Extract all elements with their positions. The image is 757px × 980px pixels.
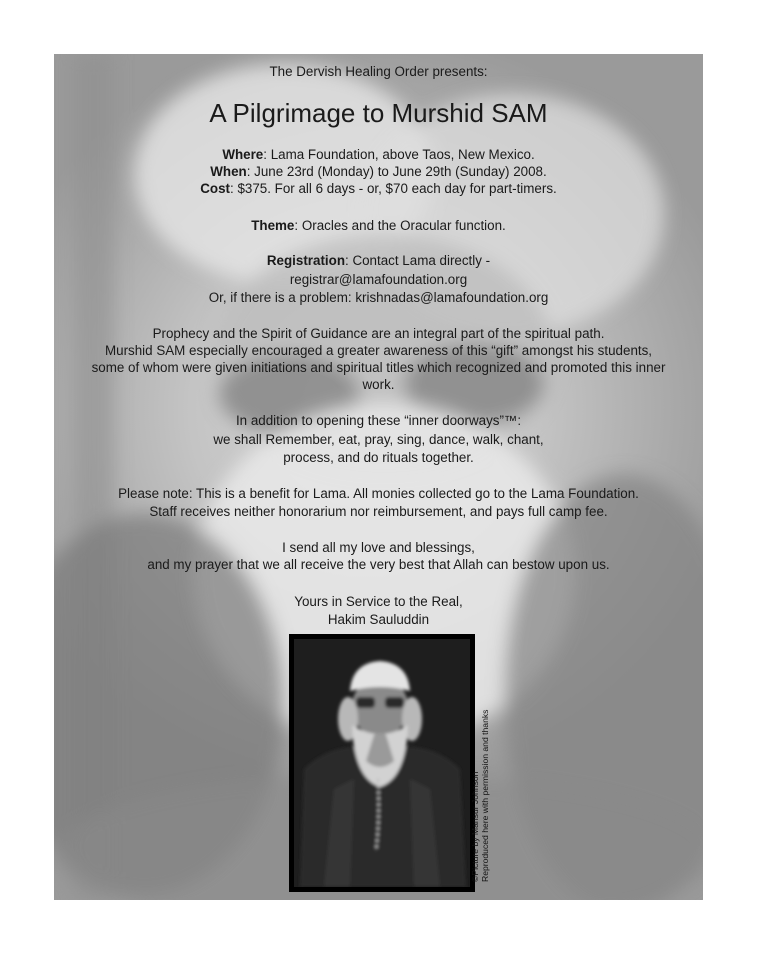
registration-line: [54, 252, 703, 269]
paragraph2-line: process, and do rituals together.: [283, 450, 474, 465]
theme-label: Theme: [251, 218, 295, 233]
page-title: A Pilgrimage to Murshid SAM: [209, 98, 548, 128]
when-line: [54, 163, 703, 180]
cost-value: : $375. For all 6 days - or, $70 each day for part-timers.: [230, 181, 557, 196]
problem-email-link[interactable]: krishnadas@lamafoundation.org: [355, 290, 549, 305]
photo-credit-line1: ©Picture by Mansur Johnson: [470, 771, 480, 882]
registrar-email-link[interactable]: registrar@lamafoundation.org: [289, 272, 468, 287]
paragraph4-line: and my prayer that we all receive the very best that Allah can bestow upon us.: [147, 557, 610, 572]
flyer-page: [54, 54, 703, 900]
where-line: [54, 146, 703, 163]
paragraph3-line: Please note: This is a benefit for Lama. All monies collected go to the Lama Foundation.: [118, 486, 639, 501]
paragraph1-line: work.: [362, 377, 395, 392]
signoff-closing: Yours in Service to the Real,: [294, 594, 463, 609]
photo-credit: [470, 710, 490, 882]
photo-credit-line2: Reproduced here with permission and thanks: [480, 709, 490, 882]
paragraph1-line: Murshid SAM especially encouraged a greater awareness of this “gift” amongst his students,: [104, 343, 653, 358]
where-value: : Lama Foundation, above Taos, New Mexico.: [263, 147, 535, 162]
cost-line: [54, 180, 703, 197]
cost-label: Cost: [200, 181, 230, 196]
where-label: Where: [222, 147, 264, 162]
theme-value: : Oracles and the Oracular function.: [294, 218, 506, 233]
registration-value: : Contact Lama directly -: [345, 253, 491, 268]
signoff-name: Hakim Sauluddin: [327, 612, 430, 627]
when-label: When: [210, 164, 247, 179]
paragraph1-line: some of whom were given initiations and spiritual titles which recognized and promoted this inner: [91, 360, 666, 375]
murshid-sam-photo: [289, 634, 475, 892]
paragraph2-line: we shall Remember, eat, pray, sing, dance, walk, chant,: [213, 432, 544, 447]
paragraph1-line: Prophecy and the Spirit of Guidance are an integral part of the spiritual path.: [152, 326, 605, 341]
paragraph2-line: In addition to opening these “inner doorways”™:: [235, 413, 522, 428]
problem-text: Or, if there is a problem:: [208, 290, 356, 305]
paragraph4-line: I send all my love and blessings,: [282, 540, 475, 555]
problem-line: [54, 289, 703, 306]
registration-label: Registration: [266, 253, 345, 268]
presenter-line: The Dervish Healing Order presents:: [269, 64, 488, 79]
paragraph3-line: Staff receives neither honorarium nor reimbursement, and pays full camp fee.: [149, 504, 608, 519]
when-value: : June 23rd (Monday) to June 29th (Sunday) 2008.: [246, 164, 547, 179]
theme-line: [54, 217, 703, 234]
